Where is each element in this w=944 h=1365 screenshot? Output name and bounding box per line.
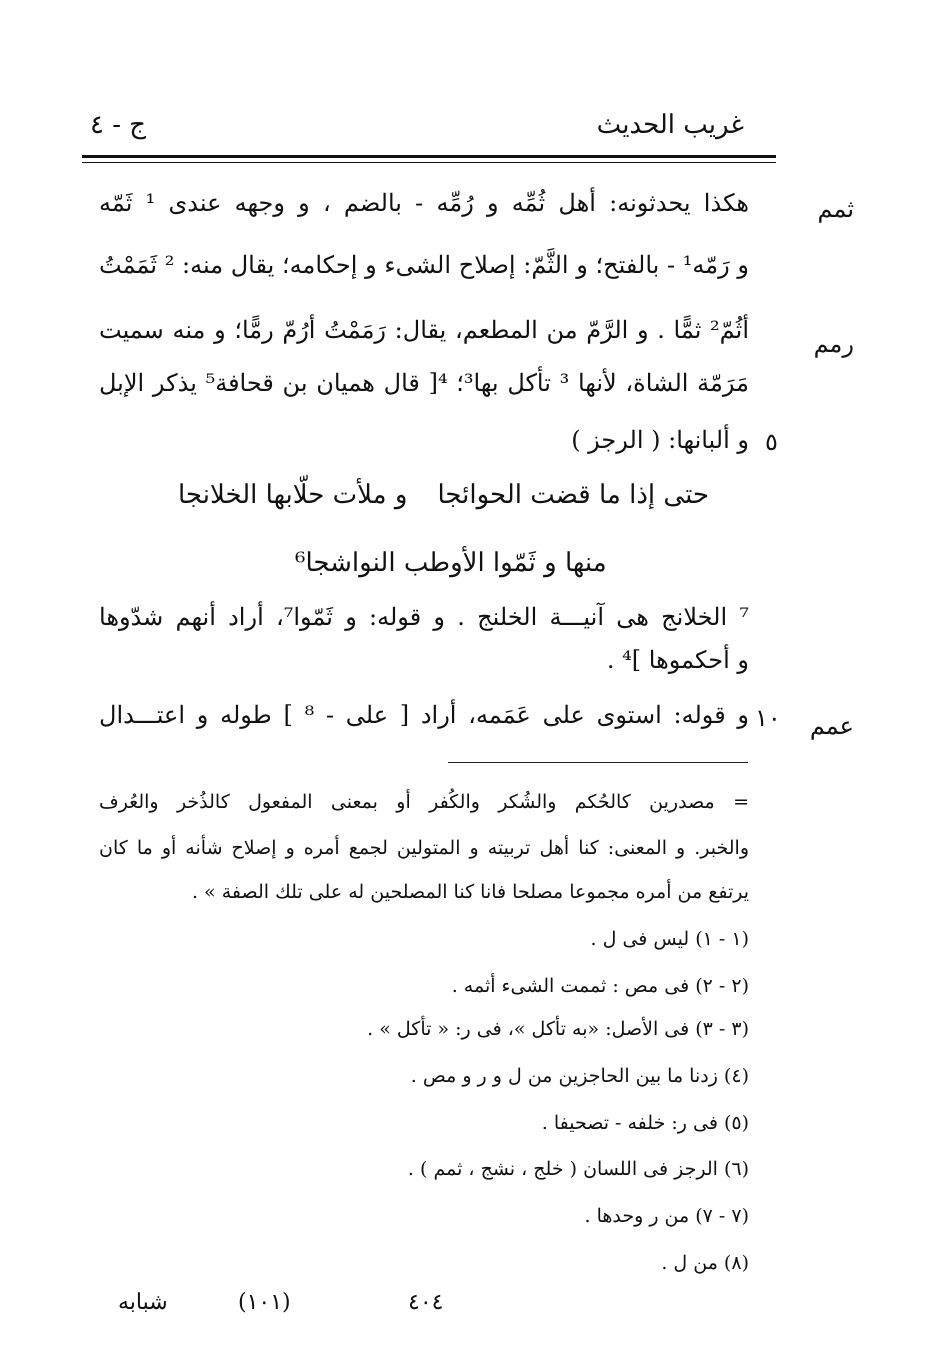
verse-hemistich-right: حتى إذا ما قضت الحوائجا	[437, 480, 709, 510]
verse-line: منها و ثَمّوا الأوطب النواشجا⁶	[295, 548, 607, 578]
body-line: هكذا يحدثونه: أهل ثُمِّه و رُمِّه - بالضم ، و وجهه عندى ¹ ثَمّه	[99, 189, 749, 217]
body-line: و أحكموها ]⁴ .	[606, 646, 749, 674]
margin-entry-thamm: ثمم	[817, 195, 854, 223]
line-number-10: ١٠	[755, 704, 781, 732]
header-rule-thin	[82, 162, 776, 163]
footnote-continuation-line: = مصدرين كالحُكم والشُكر والكُفر أو بمعنى المفعول كالذُخر والعُرف	[99, 791, 749, 813]
body-line: و قوله: استوى على عَمَمه، أراد [ على - ⁸ ] طوله و اعتـــدال	[99, 701, 749, 729]
sheet-signature: (١٠١)	[238, 1290, 291, 1315]
footnote-continuation-line: والخبر. و المعنى: كنا أهل تربيته و المتولين لجمع أمره و إصلاح شأنه أو ما كان	[99, 837, 749, 859]
page-number: ٤٠٤	[408, 1290, 444, 1315]
body-line: و رَمّه¹ - بالفتح؛ و الثَّمّ: إصلاح الشىء و إحكامه؛ يقال منه: ² ثَمَمْتُ	[99, 251, 750, 279]
footnote: (١ - ١) ليس فى ل .	[590, 928, 749, 950]
running-title: غريب الحديث	[596, 110, 744, 140]
body-line: مَرَمّة الشاة، لأنها ³ تأكل بها³؛ ⁴[ قال هميان بن قحافة⁵ يذكر الإبل	[99, 369, 749, 397]
printer-mark: شبابه	[118, 1290, 168, 1315]
margin-entry-amm: عمم	[809, 712, 854, 740]
footnote-separator	[448, 762, 748, 763]
footnote: (٥) فى ر: خلفه - تصحيفا .	[541, 1112, 749, 1134]
margin-entry-ramm: رمم	[813, 330, 854, 358]
footnote: (٣ - ٣) فى الأصل: «به تأكل »، فى ر: « تأكل » .	[367, 1018, 749, 1040]
footnote: (٦) الرجز فى اللسان ( خلج ، نشج ، ثمم ) .	[407, 1158, 749, 1180]
footnote: (٤) زدنا ما بين الحاجزين من ل و ر و مص .	[410, 1065, 749, 1087]
footnote: (٧ - ٧) من ر وحدها .	[584, 1205, 749, 1227]
header-rule-thick	[82, 155, 776, 158]
footnote: (٢ - ٢) فى مص : ثممت الشىء أثمه .	[451, 975, 749, 997]
verse-hemistich-left: و ملأت حلّابها الخلانجا	[178, 480, 408, 510]
volume-label: ج - ٤	[90, 110, 147, 140]
footnote: (٨) من ل .	[661, 1252, 749, 1274]
body-line: و ألبانها: ( الرجز )	[571, 426, 749, 454]
line-number-5: ٥	[765, 428, 778, 456]
footnote-continuation-line: يرتفع من أمره مجموعا مصلحا فانا كنا المصلحين له على تلك الصفة » .	[191, 881, 749, 903]
body-line: أثُمّ² ثمًّا . و الرَّمّ من المطعم، يقال: رَمَمْتُ أرُمّ رمًّا؛ و منه سميت	[99, 316, 749, 344]
body-line: ⁷ الخلانج هى آنيـــة الخلنج . و قوله: و ثَمّوا⁷، أراد أنهم شدّوها	[99, 603, 749, 631]
